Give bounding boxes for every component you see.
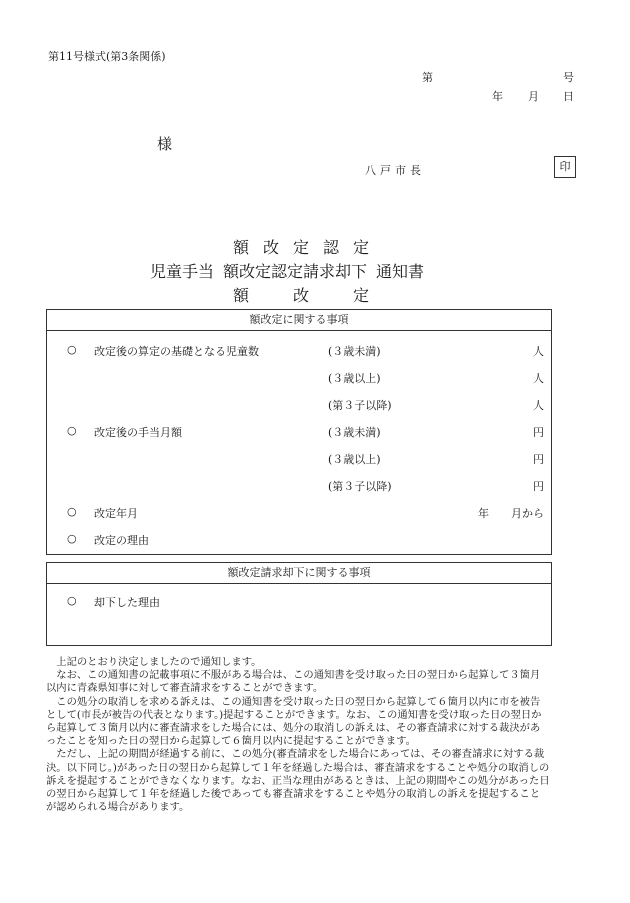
revision-category: (第３子以降)	[328, 399, 392, 412]
revision-category: (３歳未満)	[328, 426, 381, 439]
bullet: ○	[67, 594, 77, 607]
revision-category: (３歳未満)	[328, 345, 381, 358]
notice-paragraph: 上記のとおり決定しましたので通知します。	[56, 656, 262, 668]
title-char: 改	[293, 286, 310, 305]
notice-paragraph: この処分の取消しを求める訴えは、この通知書を受け取った日の翌日から起算して６箇月以内に市を被告として(市長が被告の代表となります。)提起することができます。なお、この通知書を受け取った日の翌日から起算して３箇月以内に審査請求をした場合には、処分の取消しの訴えは、その審査請求に対する裁決があったことを知った日の翌日から起算して６箇月以内に提起することができます。	[46, 695, 542, 748]
revision-unit: 人	[533, 372, 544, 385]
bullet: ○	[67, 343, 77, 356]
notice-paragraph: ただし、上記の期間が経過する前に、この処分(審査請求をした場合にあっては、その審査請求に対する裁決。以下同じ。)があった日の翌日から起算して１年を経過した場合は、審査請求をすることや処分の取消しの訴えを提起することができなくなります。なお、正当な理由があるときは、上記の期間やこの処分があった日の翌日から起算して１年を経過した後であっても審査請求をすることや処分の取消しの訴えを提起することが認められる場合があります。	[46, 748, 550, 814]
title-char: 定	[353, 286, 370, 305]
revision-unit: 円	[533, 426, 544, 439]
bullet: ○	[67, 532, 77, 545]
revision-unit: 人	[533, 345, 544, 358]
document-number-prefix: 第	[422, 71, 433, 84]
title-line-3	[233, 283, 369, 306]
title-line-2	[150, 259, 424, 282]
notice-text	[46, 656, 550, 814]
revision-category: (第３子以降)	[328, 480, 392, 493]
revision-unit: 人	[533, 399, 544, 412]
seal-box: 印	[554, 156, 576, 178]
revision-category: (３歳以上)	[328, 453, 381, 466]
revision-item-label: 改定後の算定の基礎となる児童数	[94, 345, 259, 358]
revision-section-heading: 額改定に関する事項	[47, 310, 551, 331]
notice-paragraph: なお、この通知書の記載事項に不服がある場合は、この通知書を受け取った日の翌日から起算して３箇月以内に青森県知事に対して審査請求をすることができます。	[46, 669, 541, 695]
revision-section	[46, 309, 552, 555]
document-number-suffix: 号	[563, 71, 574, 84]
title-part-notice: 通知書	[376, 262, 425, 281]
title-part-rejection: 額改定認定請求却下	[223, 262, 368, 281]
title-line-1: 額改定認定	[233, 238, 384, 257]
title-part-child-allowance: 児童手当	[150, 262, 215, 281]
rejection-section	[46, 562, 552, 646]
revision-unit: 円	[533, 453, 544, 466]
title-char: 額	[233, 286, 250, 305]
revision-item-label: 改定後の手当月額	[94, 426, 182, 439]
revision-category: (３歳以上)	[328, 372, 381, 385]
date-day-label: 日	[563, 90, 574, 103]
revision-item-label: 改定の理由	[94, 534, 149, 547]
bullet: ○	[67, 424, 77, 437]
revision-item-label: 改定年月	[94, 507, 138, 520]
date-month-label: 月	[528, 90, 539, 103]
revision-date-unit: 年 月から	[478, 507, 544, 520]
addressee-suffix: 様	[157, 135, 173, 153]
rejection-item-label: 却下した理由	[94, 596, 160, 609]
form-number: 第11号様式(第3条関係)	[48, 50, 166, 63]
issuer-mayor: 八戸市長	[365, 164, 425, 177]
bullet: ○	[67, 505, 77, 518]
rejection-section-heading: 額改定請求却下に関する事項	[47, 563, 551, 584]
revision-unit: 円	[533, 480, 544, 493]
date-year-label: 年	[492, 90, 503, 103]
